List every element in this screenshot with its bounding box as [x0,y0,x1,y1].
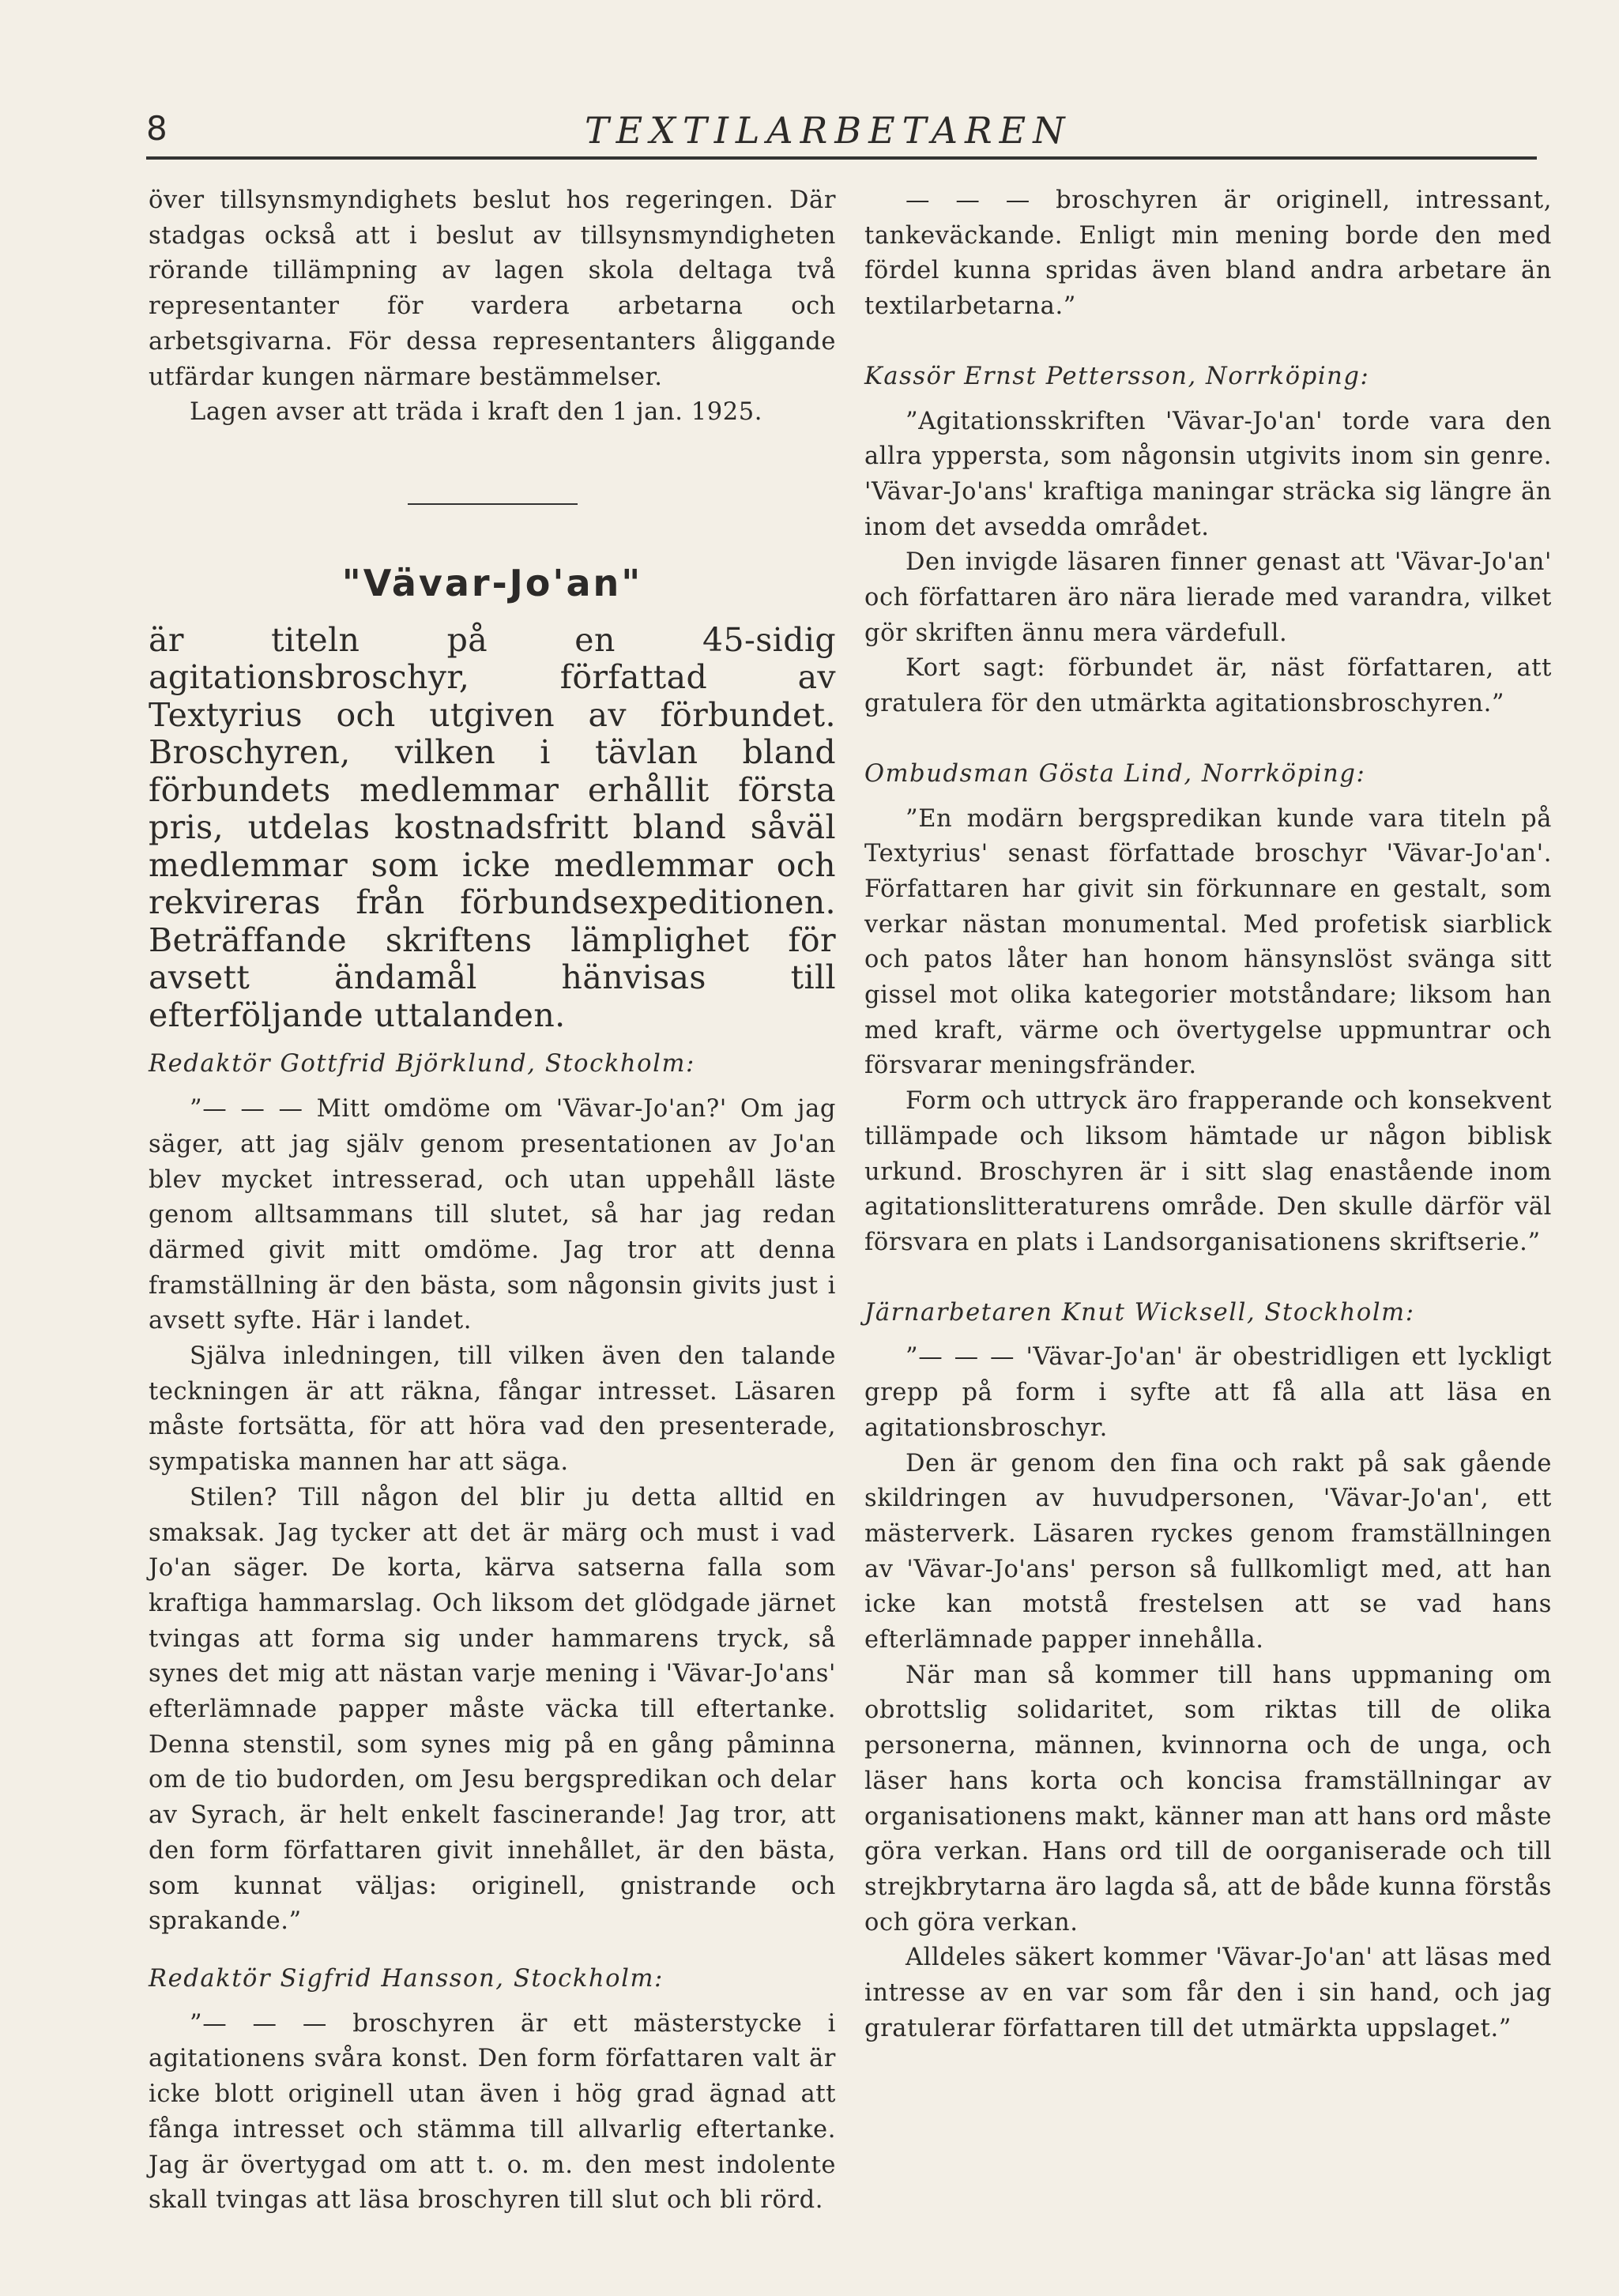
intro-paragraph: Lagen avser att träda i kraft den 1 jan. 1925. [190,398,763,427]
statement-paragraph: ”— — — 'Vävar-Jo'an' är obestridligen ett lyckligt grepp på form i syfte att få alla att läsa en agitationsbroschyr. [864,1343,1552,1442]
statement-signature: Redaktör Sigfrid Hansson, Stockholm: [149,1965,664,1993]
article-title: "Vävar-Jo'an" [341,561,643,604]
statement-paragraph: ”— — — broschyren är ett mästerstycke i agitationens svåra konst. Den form författaren valt är icke blott originell utan även i hög grad ägnad att fånga intresset och stämma till allvarlig eftertanke. Jag är övertygad om att t. o. m. den mest indolente skall tvingas att läsa broschyren till slut och bli rörd. [149,2009,836,2215]
statement-paragraph: När man så kommer till hans uppmaning om obrottslig solidaritet, som riktas till de olika personerna, männen, kvinnorna och de unga, och läser hans korta och koncisa framställningar av organisationens makt, känner man att hans ord måste göra verkan. Hans ord till de oorganiserade och till strejkbrytarna äro lagda så, att de både kunna förstås och göra verkan. [864,1661,1552,1937]
statement-signature: Kassör Ernst Pettersson, Norrköping: [864,362,1370,390]
statement-paragraph: Stilen? Till någon del blir ju detta alltid en smaksak. Jag tycker att det är märg och must i vad Jo'an säger. De korta, kärva satserna falla som kraftiga hammarslag. Och liksom det glödgade järnet tvingas att forma sig under hammarens tryck, så synes det mig att nästan varje mening i 'Vävar-Jo'ans' efterlämnade papper måste väcka till eftertanke. Denna stenstil, som synes mig på en gång påminna om de tio budorden, om Jesu bergspredikan och delar av Syrach, är helt enkelt fascinerande! Jag tror, att den form författaren givit innehållet, är den bästa, som kunnat väljas: originell, gnistrande och sprakande.” [149,1483,836,1936]
article-lead: är titeln på en 45-sidig agitationsbroschyr, författad av Textyrius och utgiven av förbundet. Broschyren, vilken i tävlan bland förbundets medlemmar erhållit första pris, utdelas kostnadsfritt bland såväl medlemmar som icke medlemmar och rekvireras från förbundsexpeditionen. Beträffande skriftens lämplighet för avsett ändamål hänvisas till efterföljande uttalanden. [149,620,836,1034]
statement-paragraph: Den är genom den fina och rakt på sak gående skildringen av huvudpersonen, 'Vävar-Jo'an', ett mästerverk. Läsaren ryckes genom framställningen av 'Vävar-Jo'ans' person så fullkomligt med, att han icke kan motstå frestelsen att se vad hans efterlämnade papper innehålla. [864,1449,1552,1654]
statement-paragraph: ”En modärn bergspredikan kunde vara titeln på Textyrius' senast författade broschyr 'Vävar-Jo'an'. Författaren har givit sin förkunnare en gestalt, som verkar nästan monumental. Med profetisk siarblick och patos låter han honom hänsynslöst svänga sitt gissel mot olika kategorier motståndare; liksom han med kraft, värme och övertygelse uppmuntrar och försvarar meningsfränder. [864,804,1552,1080]
right-column [864,183,1552,2046]
statement-paragraph: — — — broschyren är originell, intressant, tankeväckande. Enligt min mening borde den med fördel kunna spridas även bland andra arbetare än textilarbetarna.” [864,186,1552,321]
statement-signature: Redaktör Gottfrid Björklund, Stockholm: [149,1050,695,1078]
statement-paragraph: Alldeles säkert kommer 'Vävar-Jo'an' att läsas med intresse av en var som får den i sin hand, och jag gratulerar författaren till det utmärkta uppslaget.” [864,1944,1552,2042]
statement-paragraph: Själva inledningen, till vilken även den talande teckningen är att räkna, fångar intresset. Läsaren måste fortsätta, för att höra vad den presenterade, sympatiska mannen har att säga. [149,1342,836,1477]
statement-paragraph: Kort sagt: förbundet är, näst författaren, att gratulera för den utmärkta agitationsbroschyren.” [864,654,1552,718]
page-number: 8 [146,109,168,148]
journal-title: TEXTILARBETAREN [585,109,1072,152]
page-header [146,109,1537,160]
intro-paragraph: över tillsynsmyndighets beslut hos regeringen. Där stadgas också att i beslut av tillsynsmyndigheten rörande tillämpning av lagen skola deltaga två representanter för vardera arbetarna och arbetsgivarna. För dessa representanters åliggande utfärdar kungen närmare bestämmelser. [149,186,836,391]
statement-signature: Järnarbetaren Knut Wicksell, Stockholm: [864,1298,1415,1327]
statement-signature: Ombudsman Gösta Lind, Norrköping: [864,759,1366,788]
left-column [149,183,836,2219]
statement-paragraph: Den invigde läsaren finner genast att 'Vävar-Jo'an' och författaren äro nära lierade med varandra, vilket gör skriften ännu mera värdefull. [864,548,1552,647]
statement-paragraph: ”— — — Mitt omdöme om 'Vävar-Jo'an?' Om jag säger, att jag själv genom presentationen av Jo'an blev mycket intresserad, och utan uppehåll läste genom alltsammans till slutet, så har jag redan därmed givit mitt omdöme. Jag tror att denna framställning är den bästa, som någonsin givits just i avsett syfte. Här i landet. [149,1095,836,1335]
statement-paragraph: ”Agitationsskriften 'Vävar-Jo'an' torde vara den allra yppersta, som någonsin utgivits inom sin genre. 'Vävar-Jo'ans' kraftiga maningar sträcka sig längre än inom det avsedda området. [864,407,1552,541]
statement-paragraph: Form och uttryck äro frapperande och konsekvent tillämpade och liksom hämtade ur någon biblisk urkund. Broschyren är i sitt slag enastående inom agitationslitteraturens område. Den skulle därför väl försvara en plats i Landsorganisationens skriftserie.” [864,1087,1552,1256]
